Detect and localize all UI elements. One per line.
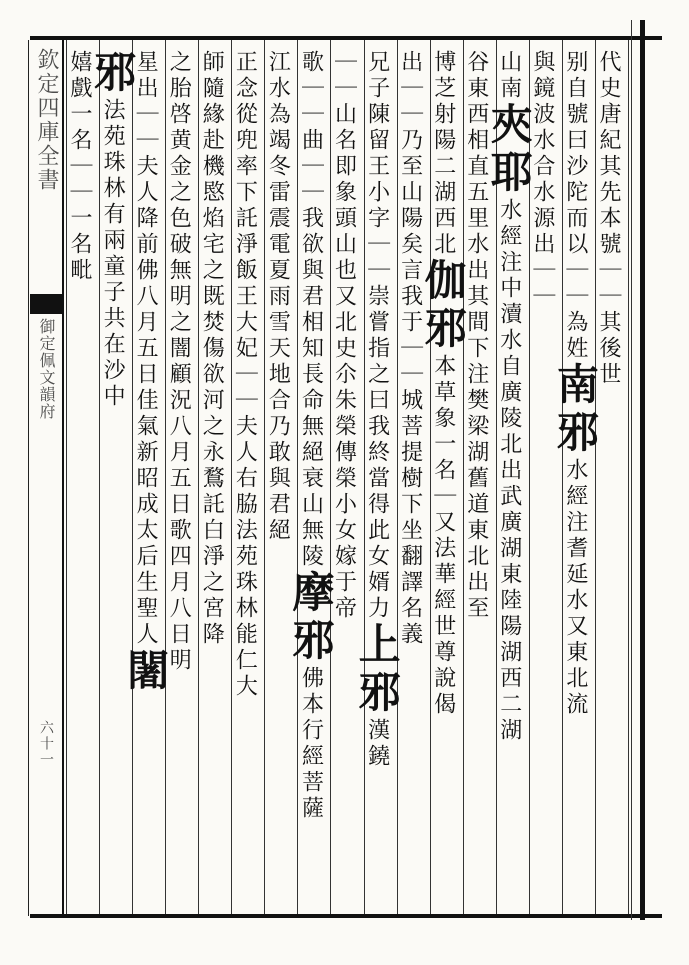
annotation-text: 東西相直五里水出其間下注樊梁湖舊道東北出至 — [463, 76, 489, 622]
text-column — [66, 50, 99, 910]
text-column — [231, 50, 264, 910]
annotation-text: 漢鐃 — [364, 718, 390, 770]
margin-book-title: 欽定四庫全書 — [34, 48, 59, 192]
annotation-text: 言我于｜｜城菩提樹下坐翻譯名義 — [397, 258, 423, 648]
annotation-text: 與鏡波水合水源出｜｜ — [529, 50, 555, 310]
headword: 夾耶 — [484, 102, 534, 198]
annotation-text: 之胎啓黄金之色破無明之闇顧況八月五日歌四月八日明 — [166, 50, 192, 674]
annotation-text: 山南 — [496, 50, 522, 102]
text-column — [463, 50, 496, 910]
text-column — [264, 50, 297, 910]
annotation-text: 星出｜｜夫人降前佛八月五日佳氣新昭成太后生聖人 — [133, 50, 159, 648]
margin-folio-number: 六十一 — [38, 720, 54, 768]
annotation-text: 博芝射陽二湖西北 — [430, 50, 456, 258]
annotation-text: 師隨緣赴機愍焰宅之既焚傷欲河之永鶩託白淨之宮降 — [199, 50, 225, 648]
headword: 上邪 — [352, 622, 402, 718]
fishtail-mark — [30, 294, 62, 314]
annotation-text: 代史唐紀其先本號｜｜其後世 — [595, 50, 621, 388]
headword: 闍 — [121, 648, 171, 696]
text-column — [198, 50, 231, 910]
annotation-text: 水經注耆延水又東北流 — [562, 458, 588, 718]
text-column — [330, 50, 363, 910]
text-column — [88, 50, 138, 910]
headword: 邪 — [88, 50, 138, 98]
headword: 摩邪 — [286, 570, 336, 666]
annotation-text: 出｜｜乃至山陽矣 — [397, 50, 423, 258]
headword: 南邪 — [550, 362, 600, 458]
annotation-text: 佛本行經菩薩 — [298, 666, 324, 822]
text-column — [484, 50, 534, 910]
text-column — [550, 50, 600, 910]
margin-strip-left-line — [28, 40, 29, 916]
frame-right-inner-rule — [631, 20, 632, 920]
text-column — [397, 50, 430, 910]
annotation-text: 别自號曰沙陀而以｜｜為姓 — [562, 50, 588, 362]
annotation-text: 兄子陳留王小字｜｜崇嘗指之曰我終當得此女婿力 — [364, 50, 390, 622]
annotation-text: 嬉戲一名｜｜一名毗 — [67, 50, 93, 284]
annotation-text: 法苑珠林有兩童子共在沙中 — [100, 98, 126, 410]
frame-top-border — [30, 36, 662, 40]
headword: 伽邪 — [418, 258, 468, 354]
annotation-text: 歌｜｜曲｜｜我欲與君相知長命無絕衰山無陵 — [298, 50, 324, 570]
annotation-text: 江水為竭冬雷震電夏雨雪天地合乃敢與君絕 — [265, 50, 291, 544]
annotation-text: 谷 — [463, 50, 489, 76]
annotation-text: 水經注中瀆水自廣陵北出武廣湖東陸陽湖西二湖 — [496, 198, 522, 744]
frame-right-border — [640, 20, 645, 920]
frame-bottom-border — [30, 914, 662, 918]
text-column — [121, 50, 171, 910]
text-column — [352, 50, 402, 910]
annotation-text: 本草象一名｜又法華經世尊說偈 — [430, 354, 456, 718]
column-rule — [628, 40, 629, 914]
text-column — [165, 50, 198, 910]
text-column — [595, 50, 628, 910]
text-column — [286, 50, 336, 910]
margin-section-title: 御定佩文韻府 — [37, 318, 56, 420]
annotation-text: 正念從兜率下託淨飯王大妃｜｜夫人右脇法苑珠林能仁大 — [232, 50, 258, 700]
text-column — [418, 50, 468, 910]
annotation-text: ｜｜山名即象頭山也又北史尒朱榮傳榮小女嫁于帝 — [331, 50, 357, 622]
